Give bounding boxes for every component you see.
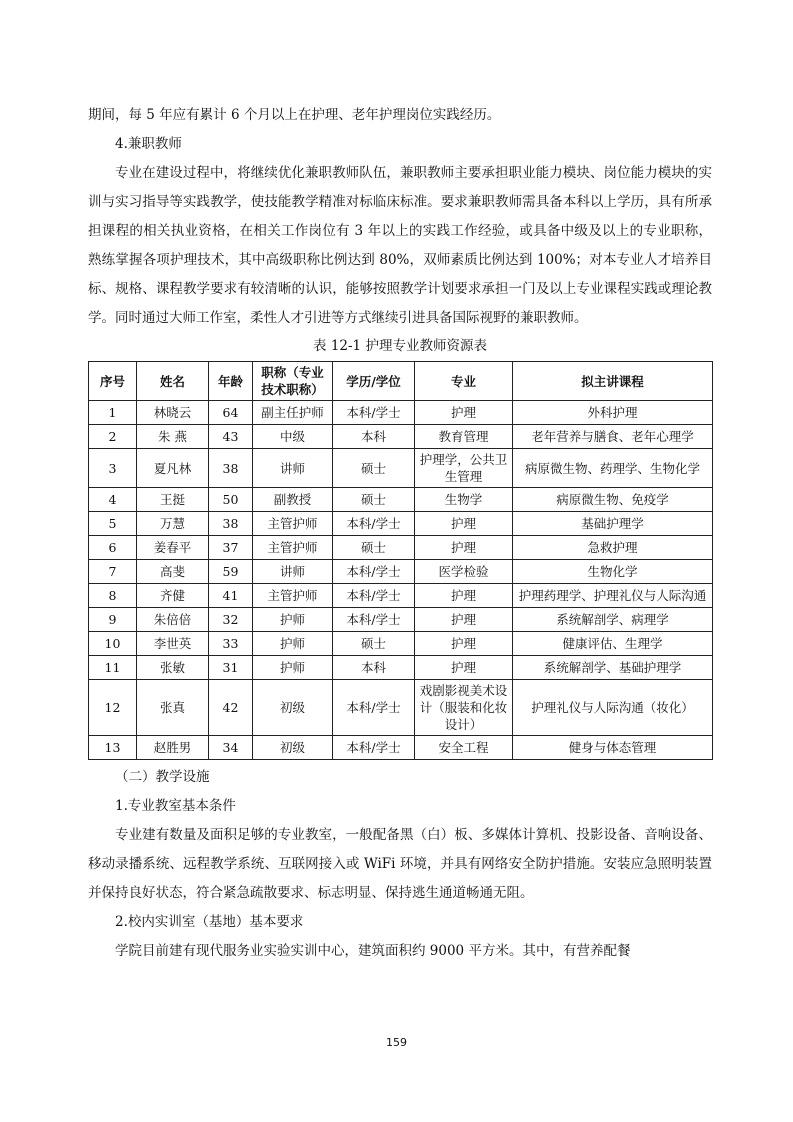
table-cell: 初级 [253, 680, 333, 736]
table-row [89, 680, 713, 736]
table-cell: 基础护理学 [513, 512, 713, 536]
table-cell: 本科 [333, 425, 415, 449]
table-row [89, 425, 713, 449]
table-cell: 王挺 [137, 488, 209, 512]
table-cell: 64 [209, 401, 253, 425]
table-caption: 表 12-1 护理专业教师资源表 [313, 338, 487, 354]
table-cell: 急救护理 [513, 536, 713, 560]
paragraph: 学院目前建有现代服务业实验实训中心，建筑面积约 9000 平方米。其中，有营养配餐 [115, 943, 631, 959]
table-cell: 健康评估、生理学 [513, 632, 713, 656]
table-cell: 10 [89, 632, 137, 656]
table-cell: 本科/学士 [333, 401, 415, 425]
paragraph: 4.兼职教师 [115, 136, 182, 152]
table-cell: 张真 [137, 680, 209, 736]
page-number: 159 [386, 1036, 407, 1049]
table-cell: 硕士 [333, 632, 415, 656]
table-cell: 12 [89, 680, 137, 736]
table-cell: 护理 [415, 656, 513, 680]
table-cell: 本科 [333, 656, 415, 680]
table-cell: 38 [209, 449, 253, 488]
table-cell: 37 [209, 536, 253, 560]
table-cell: 高斐 [137, 560, 209, 584]
column-header: 序号 [89, 362, 137, 401]
column-header: 专业 [415, 362, 513, 401]
table-cell: 张敏 [137, 656, 209, 680]
table-cell: 护理 [415, 536, 513, 560]
table-cell: 硕士 [333, 449, 415, 488]
table-header-row [89, 362, 713, 401]
table-cell: 系统解剖学、病理学 [513, 608, 713, 632]
table-cell: 安全工程 [415, 736, 513, 760]
table-row [89, 488, 713, 512]
table-cell: 讲师 [253, 449, 333, 488]
table-cell: 夏凡林 [137, 449, 209, 488]
table-cell: 8 [89, 584, 137, 608]
paragraph: 专业建有数量及面积足够的专业教室，一般配备黑（白）板、多媒体计算机、投影设备、音响设备、移动录播系统、远程教学系统、互联网接入或 WiFi 环境，并具有网络安全防护措施。安装应急照明装置并保持良好状态，符合紧急疏散要求、标志明显、保持逃生通道畅通无阻。 [88, 827, 712, 901]
table-cell: 护师 [253, 632, 333, 656]
table-cell: 本科/学士 [333, 584, 415, 608]
table-cell: 护师 [253, 608, 333, 632]
column-header: 拟主讲课程 [513, 362, 713, 401]
table-cell: 初级 [253, 736, 333, 760]
table-cell: 43 [209, 425, 253, 449]
table-row [89, 736, 713, 760]
table-cell: 病原微生物、药理学、生物化学 [513, 449, 713, 488]
table-row [89, 449, 713, 488]
table-cell: 1 [89, 401, 137, 425]
paragraph: 2.校内实训室（基地）基本要求 [115, 914, 304, 930]
paragraph: 期间，每 5 年应有累计 6 个月以上在护理、老年护理岗位实践经历。 [88, 107, 501, 123]
paragraph: （二）教学设施 [115, 769, 210, 785]
table-cell: 齐健 [137, 584, 209, 608]
table-cell: 朱 燕 [137, 425, 209, 449]
table-cell: 护理 [415, 608, 513, 632]
table-cell: 11 [89, 656, 137, 680]
table-cell: 生物学 [415, 488, 513, 512]
column-header: 年龄 [209, 362, 253, 401]
table-cell: 戏剧影视美术设计（服装和化妆设计） [415, 680, 513, 736]
table-cell: 5 [89, 512, 137, 536]
table-cell: 万慧 [137, 512, 209, 536]
table-cell: 33 [209, 632, 253, 656]
bottom-paragraphs [88, 763, 712, 966]
table-cell: 本科/学士 [333, 680, 415, 736]
table-cell: 副主任护师 [253, 401, 333, 425]
teacher-resource-table [88, 361, 713, 760]
table-cell: 中级 [253, 425, 333, 449]
table-cell: 讲师 [253, 560, 333, 584]
table-cell: 59 [209, 560, 253, 584]
table-row [89, 512, 713, 536]
paragraph: 专业在建设过程中，将继续优化兼职教师队伍，兼职教师主要承担职业能力模块、岗位能力模块的实训与实习指导等实践教学，使技能教学精准对标临床标准。要求兼职教师需具备本科以上学历，具有所承担课程的相关执业资格，在相关工作岗位有 3 年以上的实践工作经验，或具备中级及以上的专业职称，熟练掌握各项护理技术，其中高级职称比例达到 80%，双师素质比例达到 100%；对本专业人才培养目标、规格、课程教学要求有较清晰的认识，能够按照教学计划要求承担一门及以上专业课程实践或理论教学。同时通过大师工作室，柔性人才引进等方式继续引进具备国际视野的兼职教师。 [88, 165, 712, 326]
table-row [89, 584, 713, 608]
table-row [89, 608, 713, 632]
table-cell: 朱倍倍 [137, 608, 209, 632]
column-header: 职称（专业技术职称） [253, 362, 333, 401]
table-row [89, 401, 713, 425]
table-cell: 本科/学士 [333, 736, 415, 760]
table-cell: 主管护师 [253, 512, 333, 536]
table-cell: 护理 [415, 401, 513, 425]
table-cell: 主管护师 [253, 536, 333, 560]
column-header: 姓名 [137, 362, 209, 401]
table-cell: 38 [209, 512, 253, 536]
table-row [89, 536, 713, 560]
table-cell: 健身与体态管理 [513, 736, 713, 760]
page-content [88, 101, 712, 966]
table-cell: 病原微生物、免疫学 [513, 488, 713, 512]
table-cell: 护理礼仪与人际沟通（妆化） [513, 680, 713, 736]
table-row [89, 632, 713, 656]
table-cell: 护理学，公共卫生管理 [415, 449, 513, 488]
table-cell: 硕士 [333, 488, 415, 512]
table-cell: 主管护师 [253, 584, 333, 608]
table-cell: 护理 [415, 584, 513, 608]
table-row [89, 656, 713, 680]
table-cell: 4 [89, 488, 137, 512]
table-cell: 生物化学 [513, 560, 713, 584]
table-cell: 50 [209, 488, 253, 512]
table-cell: 2 [89, 425, 137, 449]
table-cell: 护理 [415, 632, 513, 656]
table-cell: 7 [89, 560, 137, 584]
paragraph: 1.专业教室基本条件 [115, 798, 236, 814]
table-cell: 本科/学士 [333, 560, 415, 584]
table-cell: 3 [89, 449, 137, 488]
column-header: 学历/学位 [333, 362, 415, 401]
table-cell: 硕士 [333, 536, 415, 560]
table-cell: 护理 [415, 512, 513, 536]
table-cell: 护师 [253, 656, 333, 680]
table-cell: 41 [209, 584, 253, 608]
table-cell: 31 [209, 656, 253, 680]
table-cell: 9 [89, 608, 137, 632]
table-cell: 32 [209, 608, 253, 632]
table-cell: 副教授 [253, 488, 333, 512]
table-cell: 系统解剖学、基础护理学 [513, 656, 713, 680]
table-cell: 赵胜男 [137, 736, 209, 760]
table-cell: 教育管理 [415, 425, 513, 449]
table-cell: 护理药理学、护理礼仪与人际沟通 [513, 584, 713, 608]
table-cell: 6 [89, 536, 137, 560]
table-row [89, 560, 713, 584]
table-cell: 本科/学士 [333, 608, 415, 632]
table-cell: 林晓云 [137, 401, 209, 425]
table-cell: 本科/学士 [333, 512, 415, 536]
table-cell: 13 [89, 736, 137, 760]
table-cell: 34 [209, 736, 253, 760]
table-cell: 医学检验 [415, 560, 513, 584]
table-cell: 姜春平 [137, 536, 209, 560]
table-cell: 老年营养与膳食、老年心理学 [513, 425, 713, 449]
table-cell: 42 [209, 680, 253, 736]
table-cell: 外科护理 [513, 401, 713, 425]
top-paragraphs [88, 101, 712, 333]
table-body [89, 401, 713, 760]
table-cell: 李世英 [137, 632, 209, 656]
